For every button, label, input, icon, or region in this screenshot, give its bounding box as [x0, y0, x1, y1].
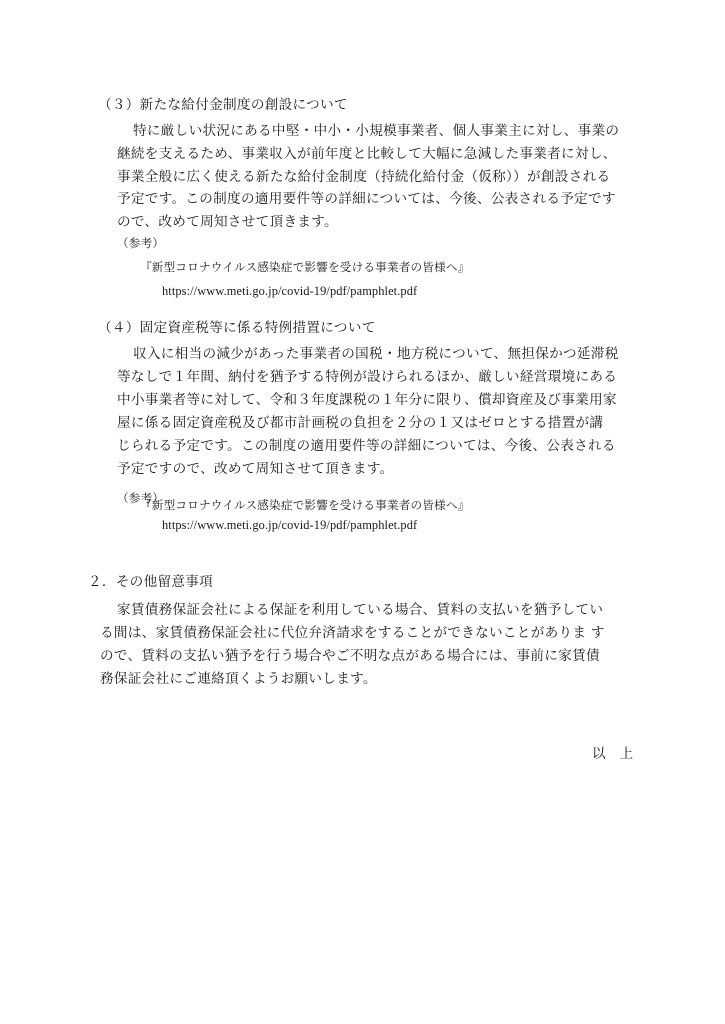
section-4-heading: （４）固定資産税等に係る特例措置について — [98, 320, 376, 336]
section-4-body-line: 収入に相当の減少があった事業者の国税・地方税について、無担保かつ延滞税 — [133, 346, 619, 362]
section-4-reference-label: （参考） — [117, 491, 165, 505]
section-2-body-line: 務保証会社にご連絡頂くようお願いします。 — [100, 671, 377, 687]
section-2-body-line: ので、賃料の支払い猶予を行う場合やご不明な点がある場合には、事前に家賃債 — [100, 648, 600, 664]
section-2-heading: ２．その他留意事項 — [88, 574, 214, 590]
section-2-body-line: る間は、家賃債務保証会社に代位弁済請求をすることができないことがありま す — [100, 625, 605, 641]
section-3-body-line: 継続を支えるため、事業収入が前年度と比較して大幅に急減した事業者に対し、 — [117, 146, 617, 162]
section-3-reference-title: 『新型コロナウイルス感染症で影響を受ける事業者の皆様へ』 — [140, 260, 470, 274]
section-4-body-line: じられる予定です。この制度の適用要件等の詳細については、今後、公表される — [117, 438, 616, 454]
section-3-body-line: 特に厳しい状況にある中堅・中小・小規模事業者、個人事業主に対し、事業の — [133, 123, 620, 139]
section-3-heading: （３）新たな給付金制度の創設について — [98, 97, 348, 113]
closing-mark: 以上 — [592, 746, 648, 762]
section-3-body-line: ので、改めて周知させて頂きます。 — [117, 214, 338, 230]
section-4-reference-title: 『新型コロナウイルス感染症で影響を受ける事業者の皆様へ』 — [140, 498, 470, 512]
section-3-body-line: 事業全般に広く使える新たな給付金制度（持続化給付金（仮称））が創設される — [117, 169, 611, 185]
section-4-body-line: 中小事業者等に対して、令和３年度課税の１年分に限り、償却資産及び事業用家 — [117, 392, 617, 408]
section-4-reference-url[interactable]: https://www.meti.go.jp/covid-19/pdf/pamphlet.pdf — [162, 518, 418, 532]
section-4-body-line: 予定ですので、改めて周知させて頂きます。 — [117, 461, 394, 477]
section-3-body-line: 予定です。この制度の適用要件等の詳細については、今後、公表される予定です — [117, 191, 616, 207]
section-4-body-line: 屋に係る固定資産税及び都市計画税の負担を２分の１又はゼロとする措置が講 — [117, 415, 604, 431]
section-3-reference-label: （参考） — [117, 236, 165, 250]
section-2-body-line: 家賃債務保証会社による保証を利用している場合、賃料の支払いを猶予してい — [117, 602, 604, 618]
section-4-body-line: 等なしで１年間、納付を猶予する特例が設けられるほか、厳しい経営環境にある — [117, 369, 618, 385]
section-3-reference-url[interactable]: https://www.meti.go.jp/covid-19/pdf/pamphlet.pdf — [162, 284, 418, 298]
